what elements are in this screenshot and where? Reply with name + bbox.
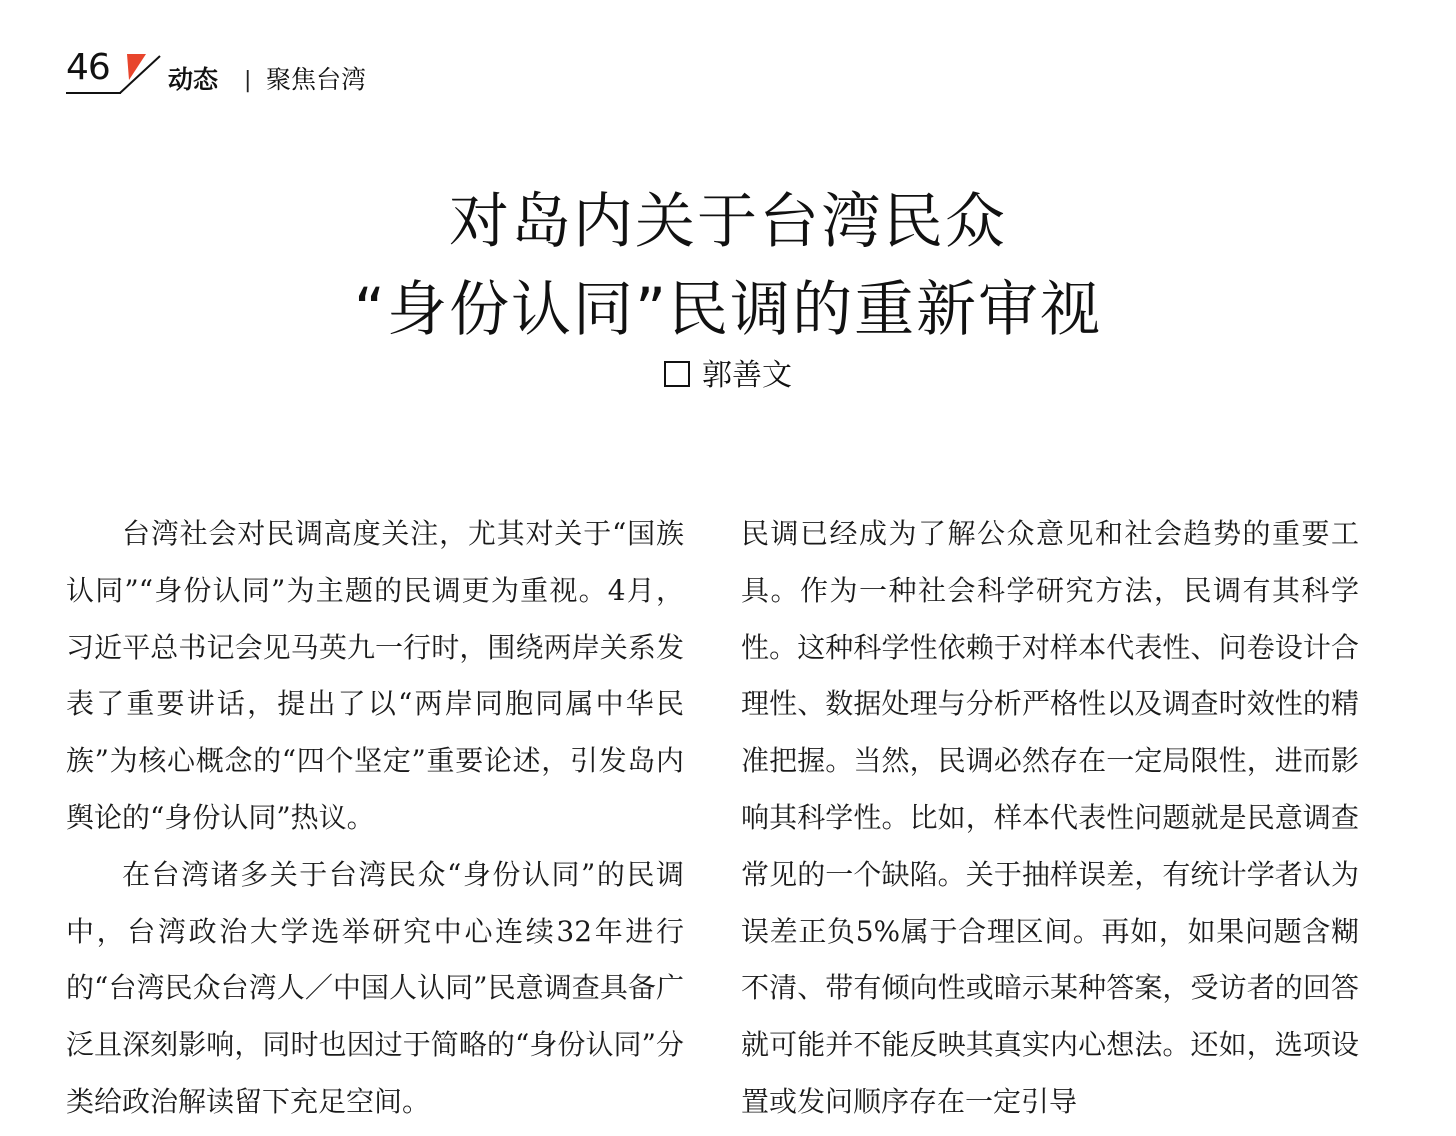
author-byline	[0, 356, 1456, 396]
body-paragraph: 民调已经成为了解公众意见和社会趋势的重要工具。作为一种社会科学研究方法，民调有其科学性。这种科学性依赖于对样本代表性、问卷设计合理性、数据处理与分析严格性以及调查时效性的精准把握。当然，民调必然存在一定局限性，进而影响其科学性。比如，样本代表性问题就是民意调查常见的一个缺陷。关于抽样误差，有统计学者认为误差正负5%属于合理区间。再如，如果问题含糊不清、带有倾向性或暗示某种答案，受访者的回答就可能并不能反映其真实内心想法。还如，选项设置或发问顺序存在一定引导	[741, 517, 1359, 1118]
title-line-2: “身份认同”民调的重新审视	[353, 275, 1103, 345]
page-header	[0, 0, 1456, 110]
left-column	[66, 506, 684, 1131]
header-accent-triangle	[127, 54, 146, 80]
author-name: 郭善文	[702, 358, 792, 393]
body-paragraph: 在台湾诸多关于台湾民众“身份认同”的民调中，台湾政治大学选举研究中心连续32年进行的“台湾民众台湾人／中国人认同”民意调查具备广泛且深刻影响，同时也因过于简略的“身份认同”分类给政治解读留下充足空间。	[66, 857, 684, 1118]
article-title	[0, 178, 1456, 354]
section-label: 动态	[168, 65, 219, 94]
title-line-1: 对岛内关于台湾民众	[449, 187, 1007, 257]
right-column	[741, 506, 1359, 1131]
byline-square-icon	[664, 361, 690, 387]
body-paragraph: 台湾社会对民调高度关注，尤其对关于“国族认同”“身份认同”为主题的民调更为重视。4月，习近平总书记会见马英九一行时，围绕两岸关系发表了重要讲话，提出了以“两岸同胞同属中华民族”为核心概念的“四个坚定”重要论述，引发岛内舆论的“身份认同”热议。	[66, 517, 684, 834]
page-number: 46	[66, 47, 110, 88]
column-name: 聚焦台湾	[266, 65, 367, 94]
header-separator: |	[244, 68, 252, 93]
